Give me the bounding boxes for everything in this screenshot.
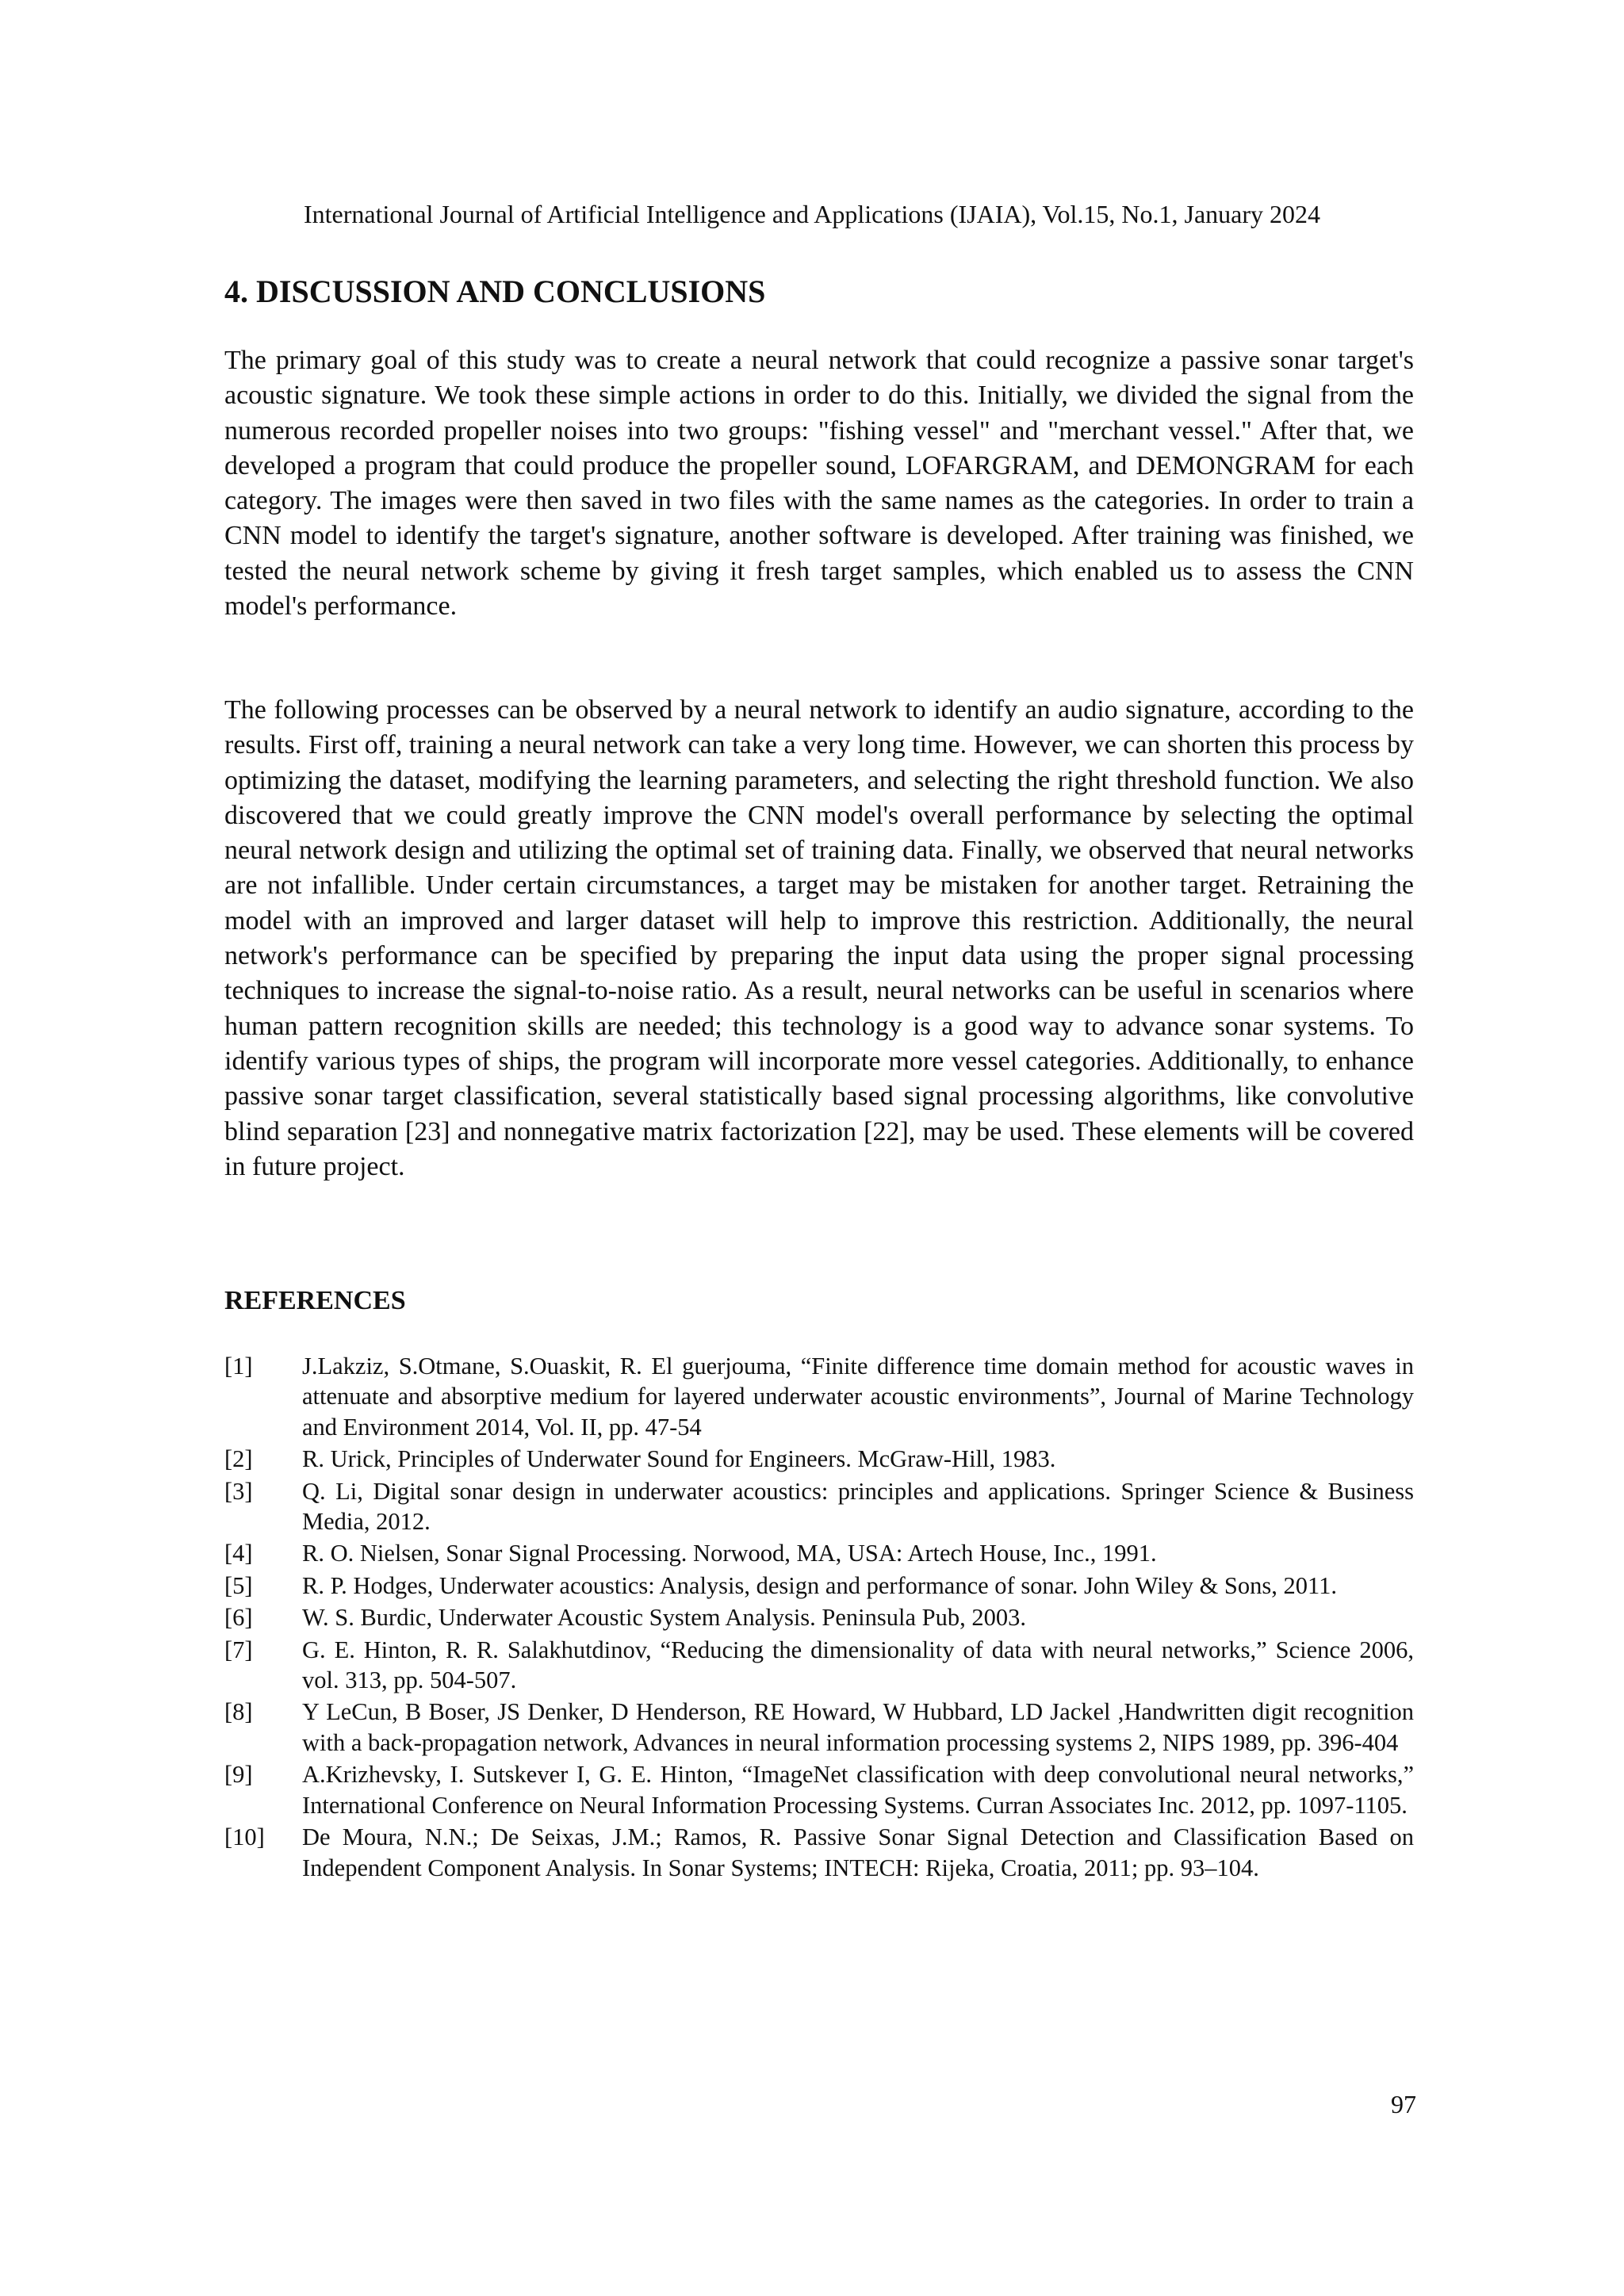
reference-text: Y LeCun, B Boser, JS Denker, D Henderson, RE Howard, W Hubbard, LD Jackel ,Handwritten digit recognition with a back-propagation network, Advances in neural information processing systems 2, NIPS 1989, pp. 396-404 (302, 1698, 1414, 1756)
section-heading (224, 271, 765, 312)
reference-number: [10] (224, 1823, 265, 1851)
reference-list (224, 1351, 1414, 1885)
body-paragraph-2: The following processes can be observed by a neural network to identify an audio signature, according to the results. First off, training a neural network can take a very long time. However, we can shorten this process by optimizing the dataset, modifying the learning parameters, and selecting the right threshold function. We also discovered that we could greatly improve the CNN model's overall performance by selecting the optimal neural network design and utilizing the optimal set of training data. Finally, we observed that neural networks are not infallible. Under certain circumstances, a target may be mistaken for another target. Retraining the model with an improved and larger dataset will help to improve this restriction. Additionally, the neural network's performance can be specified by preparing the input data using the proper signal processing techniques to increase the signal-to-noise ratio. As a result, neural networks can be useful in scenarios where human pattern recognition skills are needed; this technology is a good way to advance sonar systems. To identify various types of ships, the program will incorporate more vessel categories. Additionally, to enhance passive sonar target classification, several statistically based signal processing algorithms, like convolutive blind separation [23] and nonnegative matrix factorization [22], may be used. These elements will be covered in future project. (224, 695, 1414, 1181)
reference-number: [5] (224, 1571, 253, 1599)
reference-item-10 (224, 1822, 1414, 1883)
reference-item-1 (224, 1351, 1414, 1442)
reference-item-6 (224, 1602, 1414, 1632)
page-number: 97 (1391, 2090, 1416, 2118)
running-header: International Journal of Artificial Intelligence and Applications (IJAIA), Vol.15, No.1, January 2024 (303, 200, 1321, 228)
reference-text: R. O. Nielsen, Sonar Signal Processing. Norwood, MA, USA: Artech House, Inc., 1991. (302, 1540, 1157, 1567)
reference-item-7 (224, 1635, 1414, 1696)
reference-text: De Moura, N.N.; De Seixas, J.M.; Ramos, R. Passive Sonar Signal Detection and Classification Based on Independent Component Analysis. In Sonar Systems; INTECH: Rijeka, Croatia, 2011; pp. 93–104. (302, 1823, 1414, 1881)
reference-item-9 (224, 1759, 1414, 1820)
section-title-word-2: CONCLUSIONS (533, 274, 766, 309)
reference-text: R. Urick, Principles of Underwater Sound for Engineers. McGraw-Hill, 1983. (302, 1445, 1056, 1473)
reference-item-4 (224, 1538, 1414, 1568)
reference-number: [9] (224, 1761, 253, 1789)
reference-text: Q. Li, Digital sonar design in underwater acoustics: principles and applications. Springer Science & Business Media, 2012. (302, 1477, 1414, 1536)
section-number: 4. (224, 274, 248, 309)
reference-item-8 (224, 1697, 1414, 1758)
reference-text: W. S. Burdic, Underwater Acoustic System Analysis. Peninsula Pub, 2003. (302, 1604, 1026, 1632)
reference-text: J.Lakziz, S.Otmane, S.Ouaskit, R. El guerjouma, “Finite difference time domain method for acoustic waves in attenuate and absorptive medium for layered underwater acoustic environments”, Journal of Marine Technology and Environment 2014, Vol. II, pp. 47-54 (302, 1353, 1414, 1441)
reference-number: [7] (224, 1636, 253, 1663)
reference-number: [3] (224, 1477, 253, 1505)
reference-item-3 (224, 1476, 1414, 1537)
reference-text: A.Krizhevsky, I. Sutskever I, G. E. Hinton, “ImageNet classification with deep convolutional neural networks,” International Conference on Neural Information Processing Systems. Curran Associates Inc. 2012, pp. 1097-1105. (302, 1761, 1414, 1819)
reference-number: [8] (224, 1698, 253, 1726)
reference-number: [2] (224, 1445, 253, 1473)
reference-number: [1] (224, 1353, 253, 1380)
reference-text: G. E. Hinton, R. R. Salakhutdinov, “Reducing the dimensionality of data with neural networks,” Science 2006, vol. 313, pp. 504-507. (302, 1636, 1414, 1694)
reference-text: R. P. Hodges, Underwater acoustics: Analysis, design and performance of sonar. John Wiley & Sons, 2011. (302, 1571, 1337, 1599)
reference-item-2 (224, 1444, 1414, 1474)
section-title-word-1: DISCUSSION AND (256, 274, 525, 309)
reference-item-5 (224, 1571, 1414, 1601)
body-paragraph-1: The primary goal of this study was to create a neural network that could recognize a passive sonar target's acoustic signature. We took these simple actions in order to do this. Initially, we divided the signal from the numerous recorded propeller noises into two groups: "fishing vessel" and "merchant vessel." After that, we developed a program that could produce the propeller sound, LOFARGRAM, and DEMONGRAM for each category. The images were then saved in two files with the same names as the categories. In order to train a CNN model to identify the target's signature, another software is developed. After training was finished, we tested the neural network scheme by giving it fresh target samples, which enabled us to assess the CNN model's performance. (224, 346, 1414, 622)
reference-number: [6] (224, 1604, 253, 1632)
references-heading: REFERENCES (224, 1286, 406, 1315)
reference-number: [4] (224, 1540, 253, 1567)
